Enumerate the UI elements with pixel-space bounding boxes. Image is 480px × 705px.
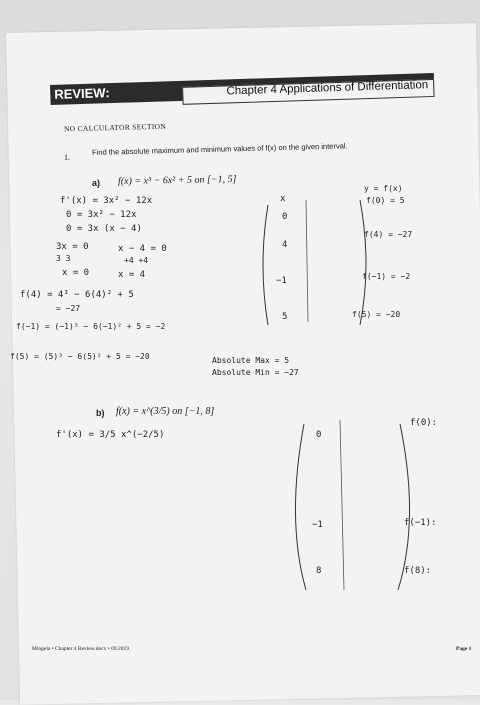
page-number: Page 1 <box>456 646 472 652</box>
footer-text: Mingela • Chapter 4 Review.docx • 09.2019 <box>32 646 129 652</box>
part-a-step: f(5) = (5)³ − 6(5)² + 5 = −20 <box>10 352 150 361</box>
table-a-y: f(5) = −20 <box>352 310 401 319</box>
part-a-step: 3 3 <box>56 254 71 263</box>
question-text: Find the absolute maximum and minimum values of f(x) on the given interval. <box>92 141 348 157</box>
table-a-x: 0 <box>282 212 288 222</box>
table-a-y: f(−1) = −2 <box>362 272 411 281</box>
table-a-x: 5 <box>282 312 288 322</box>
table-a-divider <box>306 200 308 322</box>
table-a-y: f(0) = 5 <box>366 196 405 205</box>
table-b-y: f(−1): <box>404 518 437 528</box>
table-a-y: y = f(x) <box>364 184 403 193</box>
table-b-divider <box>340 420 344 590</box>
part-a-step: 3x = 0 <box>56 242 89 252</box>
table-a-bracket <box>263 205 268 325</box>
review-label: REVIEW: <box>54 85 110 102</box>
part-a-function: f(x) = x³ − 6x² + 5 on [−1, 5] <box>117 173 237 188</box>
part-a-step: x = 0 <box>62 268 90 278</box>
part-a-label: a) <box>92 178 101 188</box>
question-number: 1. <box>64 153 70 162</box>
part-a-step: 0 = 3x (x − 4) <box>66 224 142 234</box>
part-a-step: +4 +4 <box>124 256 149 265</box>
table-a-y: f(4) = −27 <box>364 230 413 239</box>
table-b-y: f(8): <box>404 566 432 576</box>
part-a-step: x = 4 <box>118 270 146 280</box>
part-b-label: b) <box>96 408 105 418</box>
absolute-max: Absolute Max = 5 <box>212 356 290 365</box>
part-a-step: f(−1) = (−1)³ − 6(−1)² + 5 = −2 <box>16 322 166 331</box>
section-title: NO CALCULATOR SECTION <box>63 121 167 134</box>
table-b-bracket <box>295 424 306 590</box>
part-a-derivative: f'(x) = 3x² − 12x <box>60 196 153 206</box>
part-b-derivative: f'(x) = 3/5 x^(−2/5) <box>56 430 165 440</box>
table-b-bracket-right <box>398 424 410 590</box>
table-b-x: 8 <box>316 566 322 576</box>
part-a-step: 0 = 3x² − 12x <box>66 210 137 220</box>
part-b-function: f(x) = x^(3/5) on [−1, 8] <box>116 406 215 417</box>
table-b-x: 0 <box>316 430 322 440</box>
table-a-x: x <box>280 194 286 204</box>
part-a-step: x − 4 = 0 <box>118 244 167 254</box>
table-b-x: −1 <box>312 520 323 530</box>
absolute-min: Absolute Min = −27 <box>212 368 299 377</box>
chapter-title: Chapter 4 Applications of Differentiation <box>226 79 429 98</box>
table-a-bracket-right <box>360 200 366 325</box>
table-a-x: −1 <box>276 276 287 286</box>
part-a-step: f(4) = 4³ − 6(4)² + 5 <box>20 290 134 300</box>
table-b-y: f(0): <box>410 418 438 428</box>
table-a-x: 4 <box>282 240 288 250</box>
part-a-step: = −27 <box>56 304 81 313</box>
